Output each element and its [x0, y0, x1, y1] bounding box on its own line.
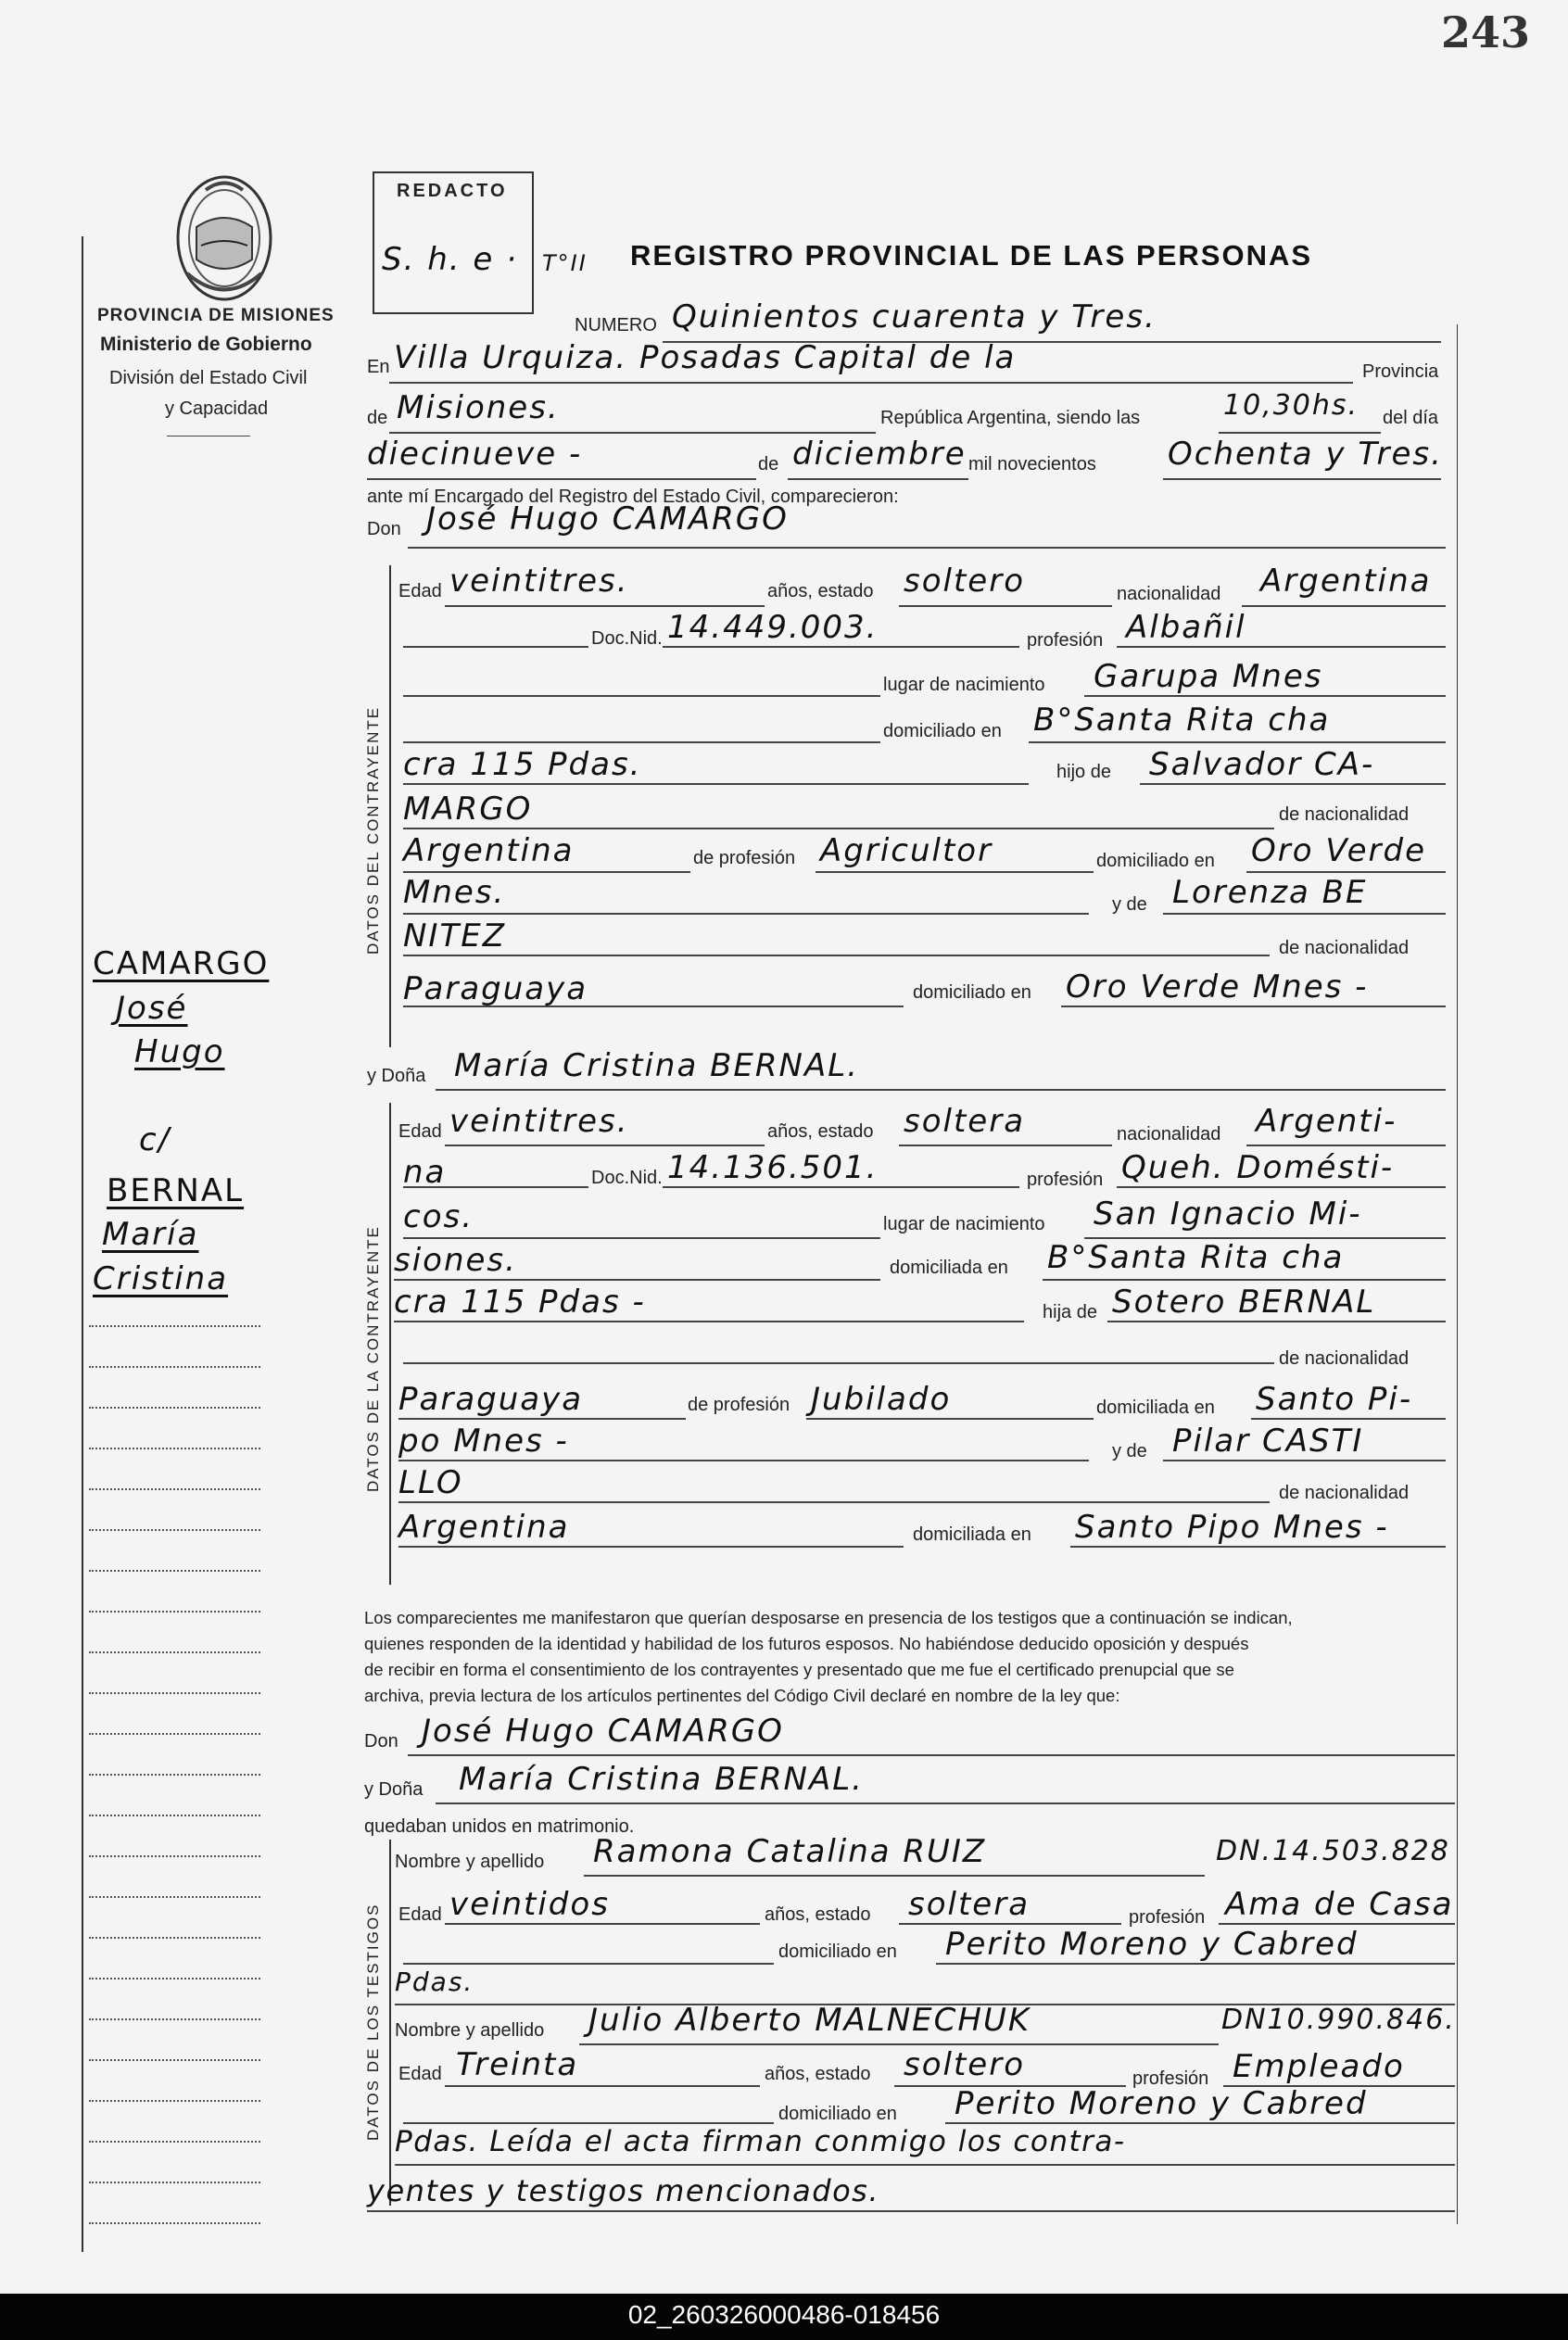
nacionalidad-line — [1242, 605, 1446, 607]
page-number: 243 — [1441, 7, 1531, 57]
domicilio-line-1 — [1029, 741, 1446, 743]
t2-edad-value: Treinta — [456, 2046, 579, 2083]
decl-dona-label: y Doña — [364, 1779, 424, 1800]
margin-dotted-line — [89, 1692, 260, 1694]
f-nacionalidad-line — [1246, 1145, 1446, 1146]
f-domicilio-line-2 — [394, 1321, 1024, 1322]
f-doc-label: Doc.Nid. — [591, 1168, 663, 1188]
numero-value: Quinientos cuarenta y Tres. — [672, 298, 1157, 335]
republica-label: República Argentina, siendo las — [880, 408, 1141, 428]
f-padre-dom-value-2: po Mnes - — [398, 1423, 569, 1460]
margin-note-3: Hugo — [134, 1033, 225, 1070]
declaration-line-2: quienes responden de la identidad y habilidad de los futuros esposos. No habiéndose deducido oposición y después — [364, 1634, 1249, 1653]
lugar-nac-line — [1084, 695, 1446, 697]
domicilio-value-1: B°Santa Rita cha — [1033, 702, 1331, 739]
t2-estado-value: soltero — [904, 2046, 1025, 2083]
f-doc-line — [663, 1186, 1019, 1188]
f-profesion-label: profesión — [1027, 1170, 1104, 1190]
t1-dom-pre-line — [403, 1963, 774, 1965]
padre-line-2 — [403, 828, 1274, 829]
doc-line — [663, 646, 1019, 648]
margin-dotted-line — [89, 1529, 260, 1531]
t2-doc-value: DN10.990.846. — [1221, 2004, 1456, 2036]
f-padre-nac-label: de nacionalidad — [1279, 1348, 1410, 1369]
contrayente-f-line — [436, 1089, 1446, 1091]
margin-dotted-line — [89, 1448, 260, 1449]
t2-dom-line-2 — [395, 2164, 1455, 2166]
f-estado-value: soltera — [904, 1103, 1026, 1140]
t1-nombre-label: Nombre y apellido — [395, 1852, 545, 1872]
f-edad-line — [445, 1145, 765, 1146]
margin-dotted-line — [89, 1896, 260, 1898]
anio-value: Ochenta y Tres. — [1168, 436, 1443, 473]
t2-dom-value-2: Pdas. Leída el acta firman conmigo los contra- — [395, 2125, 1126, 2158]
f-madre-line-1 — [1163, 1460, 1446, 1461]
padre-nac-value: Argentina — [403, 832, 575, 869]
declaration-line-1: Los comparecientes me manifestaron que querían desposarse en presencia de los testigos que a continuación se indican, — [364, 1608, 1293, 1627]
hijo-label: hijo de — [1056, 762, 1111, 782]
mil-label: mil novecientos — [968, 454, 1096, 474]
margin-note-4: c/ — [139, 1121, 171, 1158]
margin-dotted-line — [89, 1651, 260, 1653]
f-lugar-nac-value-2: siones. — [394, 1242, 517, 1279]
de-label: de — [367, 408, 388, 428]
t2-dom-line-1 — [945, 2122, 1455, 2124]
doc-pre-line — [403, 646, 588, 648]
f-doc-value: 14.136.501. — [667, 1149, 879, 1186]
margin-note-1: CAMARGO — [93, 945, 270, 982]
madre-nac-value: Paraguaya — [403, 970, 588, 1007]
decl-don-line — [408, 1754, 1455, 1756]
madre-dom-value: Oro Verde Mnes - — [1066, 968, 1369, 1006]
f-domicilio-line-1 — [1043, 1279, 1446, 1281]
f-profesion-line — [1117, 1186, 1446, 1188]
f-madre-line-2 — [398, 1501, 1270, 1503]
t1-dom-value-1: Perito Moreno y Cabred — [945, 1926, 1359, 1963]
f-profesion-value-2: cos. — [403, 1198, 474, 1235]
f-padre-dom-line-1 — [1251, 1418, 1446, 1420]
y-dona-label: y Doña — [367, 1066, 426, 1086]
mes-value: diciembre — [792, 436, 967, 473]
margin-note-2: José — [116, 990, 188, 1027]
f-estado-line — [899, 1145, 1112, 1146]
f-madre-value-2: LLO — [398, 1464, 463, 1501]
margin-note-7: Cristina — [93, 1260, 229, 1297]
t2-dom-line-3 — [367, 2210, 1455, 2212]
f-padre-dom-value-1: Santo Pi- — [1256, 1381, 1413, 1418]
f-padre-dom-label: domiciliada en — [1096, 1398, 1215, 1418]
f-padre-value: Sotero BERNAL — [1112, 1284, 1376, 1321]
madre-line-2 — [403, 955, 1270, 956]
f-padre-prof-line — [806, 1418, 1094, 1420]
del-dia-label: del día — [1383, 408, 1439, 428]
mes-line — [788, 478, 968, 480]
t1-profesion-value: Ama de Casa — [1225, 1886, 1454, 1923]
t2-edad-line — [445, 2085, 760, 2087]
lugar-nac-value: Garupa Mnes — [1094, 658, 1323, 695]
lugar-value: Villa Urquiza. Posadas Capital de la — [394, 339, 1017, 376]
padre-dom-value-1: Oro Verde — [1251, 832, 1427, 869]
madre-line-1 — [1163, 913, 1446, 915]
testigos-section-label: DATOS DE LOS TESTIGOS — [364, 1903, 382, 2141]
t1-doc-value: DN.14.503.828 — [1216, 1835, 1450, 1867]
margin-dotted-line — [89, 2141, 260, 2143]
dom-pre-line — [403, 741, 880, 743]
estado-line — [899, 605, 1112, 607]
contrayente-f-section-rule — [389, 1103, 391, 1585]
f-doc-pre-line — [403, 1186, 588, 1188]
ante-text: ante mí Encargado del Registro del Estado Civil, comparecieron: — [367, 487, 899, 507]
domicilio-line-2 — [403, 783, 1029, 785]
f-padre-prof-value: Jubilado — [811, 1381, 952, 1418]
t1-estado-value: soltera — [908, 1886, 1031, 1923]
redacto-label: REDACTO — [397, 181, 508, 201]
t1-dom-label: domiciliado en — [778, 1942, 897, 1962]
province-header: PROVINCIA DE MISIONES — [97, 306, 335, 325]
madre-dom-line — [1061, 1006, 1446, 1007]
t1-nombre-value: Ramona Catalina RUIZ — [593, 1833, 987, 1870]
margin-dotted-line — [89, 2059, 260, 2061]
margin-dotted-line — [89, 1937, 260, 1939]
f-madre-dom-line — [1070, 1546, 1446, 1548]
nacionalidad-value: Argentina — [1260, 563, 1432, 600]
t2-nombre-line — [579, 2043, 1219, 2045]
margin-dotted-line — [89, 1325, 260, 1327]
t2-anos-label: años, estado — [765, 2064, 871, 2084]
t1-estado-line — [899, 1923, 1121, 1925]
f-madre-dom-label: domiciliada en — [913, 1524, 1031, 1545]
division-header-1: División del Estado Civil — [109, 368, 308, 388]
margin-dotted-line — [89, 1570, 260, 1572]
f-hija-label: hija de — [1043, 1302, 1097, 1322]
t1-anos-label: años, estado — [765, 1904, 871, 1925]
margin-column-rule — [82, 236, 83, 2252]
margin-dotted-line — [89, 2018, 260, 2020]
don-line — [408, 547, 1446, 549]
t2-dom-value-3: yentes y testigos mencionados. — [367, 2173, 879, 2208]
decl-don-value: José Hugo CAMARGO — [422, 1713, 784, 1750]
margin-note-6: María — [102, 1216, 199, 1253]
hora-value: 10,30hs. — [1223, 389, 1359, 422]
decl-dona-value: María Cristina BERNAL. — [459, 1761, 864, 1798]
dia-line — [367, 478, 756, 480]
edad-value: veintitres. — [449, 563, 629, 600]
margin-dotted-line — [89, 2222, 260, 2224]
f-madre-nac-value: Argentina — [398, 1509, 570, 1546]
padre-line-1 — [1140, 783, 1446, 785]
t1-profesion-line — [1219, 1923, 1455, 1925]
f-padre-nac-value: Paraguaya — [398, 1381, 584, 1418]
margin-dotted-line — [89, 1611, 260, 1613]
margin-dotted-line — [89, 2182, 260, 2183]
numero-label: NUMERO — [575, 315, 657, 335]
edad-label: Edad — [398, 581, 442, 601]
lugar-nac-label: lugar de nacimiento — [883, 675, 1045, 695]
f-dom-pre-line — [394, 1279, 880, 1281]
t2-nombre-value: Julio Alberto MALNECHUK — [588, 2002, 1031, 2039]
contrayente-section-rule — [389, 565, 391, 1047]
margin-dotted-line — [89, 1366, 260, 1368]
margin-dotted-line — [89, 1815, 260, 1816]
f-madre-label: y de — [1112, 1441, 1147, 1461]
margin-dotted-line — [89, 2100, 260, 2102]
redacto-value: S. h. e · — [382, 241, 518, 278]
margin-dotted-line — [89, 1488, 260, 1490]
domicilio-label: domiciliado en — [883, 721, 1002, 741]
profesion-value: Albañil — [1126, 609, 1246, 646]
contrayente-f-name: María Cristina BERNAL. — [454, 1047, 859, 1084]
f-profesion-value-1: Queh. Domésti- — [1121, 1149, 1395, 1186]
f-madre-dom-value: Santo Pipo Mnes - — [1075, 1509, 1389, 1546]
ministry-header: Ministerio de Gobierno — [100, 334, 312, 355]
contrayente-f-section-label: DATOS DE LA CONTRAYENTE — [364, 1225, 382, 1492]
tomo-mark: T°II — [542, 250, 588, 276]
padre-dom-value-2: Mnes. — [403, 874, 506, 911]
t1-dom-value-2: Pdas. — [395, 1967, 474, 1997]
f-lugar-nac-label: lugar de nacimiento — [883, 1214, 1045, 1234]
division-header-2: y Capacidad — [165, 398, 269, 419]
declaration-line-3: de recibir en forma el consentimiento de los contrayentes y presentado que me fue el certificado prenupcial que se — [364, 1660, 1234, 1679]
doc-label: Doc.Nid. — [591, 628, 663, 649]
provincia-label: Provincia — [1362, 361, 1439, 382]
f-edad-label: Edad — [398, 1121, 442, 1142]
form-right-rule — [1457, 324, 1458, 2224]
f-edad-value: veintitres. — [449, 1103, 629, 1140]
doc-value: 14.449.003. — [667, 609, 879, 646]
madre-label: y de — [1112, 894, 1147, 915]
padre-dom-line-1 — [1246, 871, 1446, 873]
t2-edad-label: Edad — [398, 2064, 442, 2084]
madre-value-2: NITEZ — [403, 917, 507, 955]
t2-dom-value-1: Perito Moreno y Cabred — [955, 2085, 1368, 2122]
t2-dom-label: domiciliado en — [778, 2104, 897, 2124]
f-lugarnac-pre-line — [403, 1237, 880, 1239]
f-padre-dom-line-2 — [398, 1460, 1089, 1461]
margin-dotted-line — [89, 1774, 260, 1776]
f-domicilio-value-1: B°Santa Rita cha — [1047, 1239, 1345, 1276]
margin-dotted-line — [89, 1407, 260, 1409]
provincia-line — [389, 432, 876, 434]
contrayente-section-label: DATOS DEL CONTRAYENTE — [364, 705, 382, 955]
provincia-value: Misiones. — [397, 389, 560, 426]
profesion-line — [1117, 646, 1446, 648]
f-padre-nac-line — [398, 1418, 686, 1420]
en-label: En — [367, 357, 390, 377]
t1-nombre-line — [584, 1875, 1205, 1877]
madre-nac-label: de nacionalidad — [1279, 938, 1410, 958]
padre-value-1: Salvador CA- — [1149, 746, 1375, 783]
decl-don-label: Don — [364, 1731, 398, 1752]
anio-line — [1163, 478, 1441, 480]
f-nacionalidad-value-2: na — [403, 1154, 447, 1191]
f-padre-nac-pre-line — [403, 1362, 1274, 1364]
de2-label: de — [758, 454, 779, 474]
madre-dom-label: domiciliado en — [913, 982, 1031, 1003]
nacionalidad-label: nacionalidad — [1117, 584, 1221, 604]
f-lugar-nac-value-1: San Ignacio Mi- — [1094, 1195, 1362, 1233]
profesion-label: profesión — [1027, 630, 1104, 651]
t2-profesion-value: Empleado — [1233, 2048, 1405, 2085]
footer-id: 02_260326000486-018456 — [627, 2300, 941, 2329]
f-domicilio-value-2: cra 115 Pdas - — [394, 1284, 646, 1321]
domicilio-value-2: cra 115 Pdas. — [403, 746, 642, 783]
lugar-line — [389, 382, 1353, 384]
padre-value-2: MARGO — [403, 791, 533, 828]
provincial-seal-icon — [169, 171, 280, 306]
padre-prof-value: Agricultor — [820, 832, 993, 869]
f-madre-nac-label: de nacionalidad — [1279, 1483, 1410, 1503]
t1-edad-label: Edad — [398, 1904, 442, 1925]
padre-prof-label: de profesión — [693, 848, 796, 868]
t1-edad-value: veintidos — [449, 1886, 610, 1923]
edad-line — [445, 605, 765, 607]
hora-line — [1219, 432, 1381, 434]
t2-profesion-label: profesión — [1132, 2068, 1209, 2089]
padre-nac-label: de nacionalidad — [1279, 804, 1410, 825]
testigos-section-rule — [389, 1840, 391, 2206]
decl-closing: quedaban unidos en matrimonio. — [364, 1816, 635, 1837]
page-title: REGISTRO PROVINCIAL DE LAS PERSONAS — [630, 239, 1313, 272]
padre-dom-label: domiciliado en — [1096, 851, 1215, 871]
don-label: Don — [367, 519, 401, 539]
anos-label: años, estado — [767, 581, 874, 601]
t1-profesion-label: profesión — [1129, 1907, 1206, 1928]
f-padre-prof-label: de profesión — [688, 1395, 790, 1415]
padre-prof-line — [816, 871, 1094, 873]
padre-nac-line — [403, 871, 690, 873]
f-madre-nac-line — [398, 1546, 904, 1548]
madre-value-1: Lorenza BE — [1172, 874, 1368, 911]
f-nacionalidad-value-1: Argenti- — [1256, 1103, 1397, 1140]
t1-dom-line-1 — [936, 1963, 1455, 1965]
t1-edad-line — [445, 1923, 760, 1925]
estado-value: soltero — [904, 563, 1025, 600]
t2-nombre-label: Nombre y apellido — [395, 2020, 545, 2041]
margin-note-5: BERNAL — [107, 1172, 245, 1209]
decl-dona-line — [436, 1802, 1455, 1804]
margin-dotted-line — [89, 1733, 260, 1735]
madre-nac-line — [403, 1006, 904, 1007]
margin-dotted-line — [89, 1855, 260, 1857]
f-padre-line — [1107, 1321, 1446, 1322]
f-domicilio-label: domiciliada en — [890, 1258, 1008, 1278]
margin-dotted-line — [89, 1978, 260, 1980]
lugarnac-pre-line — [403, 695, 880, 697]
f-anos-label: años, estado — [767, 1121, 874, 1142]
t2-dom-pre-line — [403, 2122, 774, 2124]
dia-value: diecinueve - — [367, 436, 583, 473]
padre-dom-line-2 — [403, 913, 1089, 915]
f-madre-value-1: Pilar CASTI — [1172, 1423, 1364, 1460]
declaration-line-4: archiva, previa lectura de los artículos pertinentes del Código Civil declaré en nombre de la ley que: — [364, 1686, 1120, 1705]
f-nacionalidad-label: nacionalidad — [1117, 1124, 1221, 1145]
don-value: José Hugo CAMARGO — [426, 500, 789, 538]
